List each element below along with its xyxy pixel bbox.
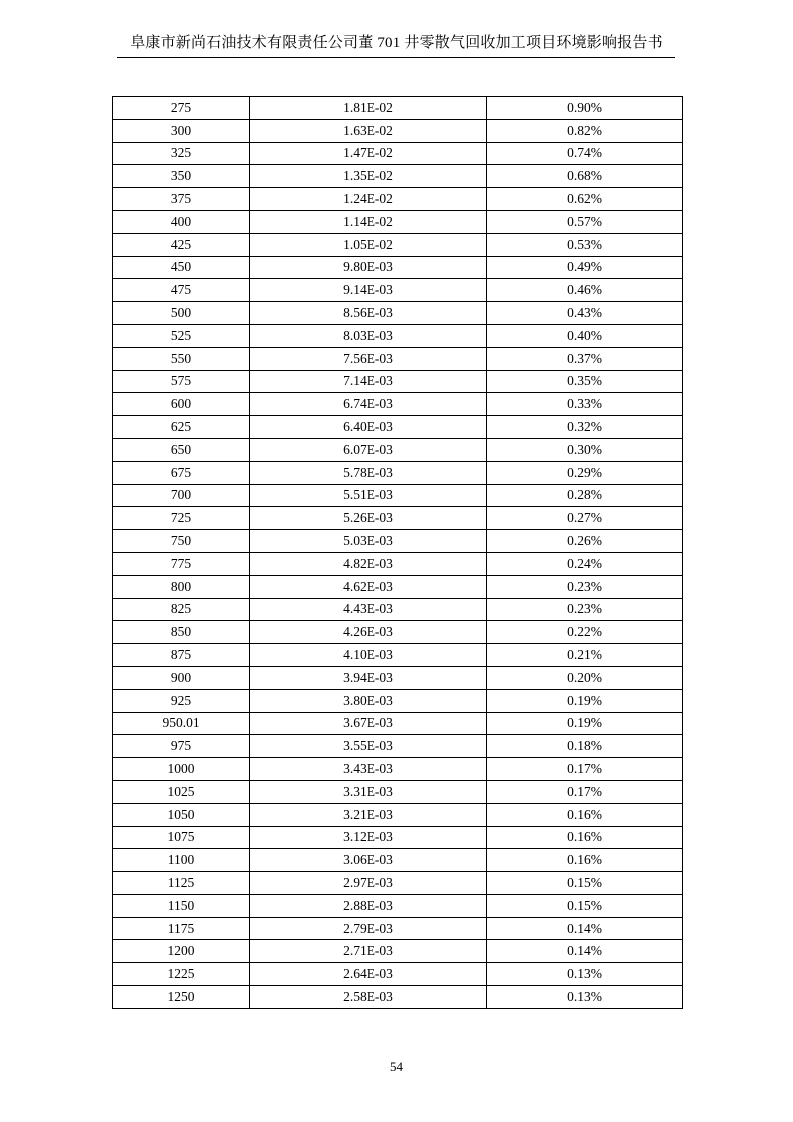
table-row (113, 188, 683, 211)
distance-cell: 825 (113, 598, 250, 621)
table-row (113, 666, 683, 689)
concentration-cell: 2.88E-03 (250, 894, 487, 917)
concentration-cell: 2.71E-03 (250, 940, 487, 963)
table-row (113, 575, 683, 598)
percentage-cell: 0.18% (487, 735, 683, 758)
distance-cell: 600 (113, 393, 250, 416)
data-table (112, 96, 683, 1009)
concentration-cell: 1.47E-02 (250, 142, 487, 165)
distance-cell: 1050 (113, 803, 250, 826)
concentration-cell: 5.03E-03 (250, 530, 487, 553)
distance-cell: 675 (113, 461, 250, 484)
percentage-cell: 0.37% (487, 347, 683, 370)
table-row (113, 507, 683, 530)
concentration-cell: 4.43E-03 (250, 598, 487, 621)
concentration-cell: 9.14E-03 (250, 279, 487, 302)
table-row (113, 165, 683, 188)
concentration-cell: 5.26E-03 (250, 507, 487, 530)
table-row (113, 484, 683, 507)
distance-cell: 875 (113, 644, 250, 667)
percentage-cell: 0.15% (487, 894, 683, 917)
percentage-cell: 0.17% (487, 758, 683, 781)
concentration-cell: 2.58E-03 (250, 986, 487, 1009)
concentration-cell: 2.64E-03 (250, 963, 487, 986)
table-row (113, 530, 683, 553)
percentage-cell: 0.82% (487, 119, 683, 142)
distance-cell: 375 (113, 188, 250, 211)
distance-cell: 575 (113, 370, 250, 393)
concentration-cell: 3.80E-03 (250, 689, 487, 712)
table-row (113, 461, 683, 484)
table-row (113, 644, 683, 667)
percentage-cell: 0.19% (487, 689, 683, 712)
table-row (113, 416, 683, 439)
table-row (113, 552, 683, 575)
table-row (113, 758, 683, 781)
percentage-cell: 0.68% (487, 165, 683, 188)
distance-cell: 725 (113, 507, 250, 530)
concentration-cell: 8.03E-03 (250, 324, 487, 347)
percentage-cell: 0.90% (487, 97, 683, 120)
distance-cell: 650 (113, 438, 250, 461)
concentration-cell: 9.80E-03 (250, 256, 487, 279)
concentration-cell: 3.94E-03 (250, 666, 487, 689)
table-row (113, 849, 683, 872)
concentration-cell: 7.14E-03 (250, 370, 487, 393)
concentration-cell: 4.62E-03 (250, 575, 487, 598)
page-number: 54 (390, 1059, 403, 1074)
concentration-cell: 8.56E-03 (250, 302, 487, 325)
concentration-cell: 1.05E-02 (250, 233, 487, 256)
distance-cell: 975 (113, 735, 250, 758)
concentration-cell: 3.21E-03 (250, 803, 487, 826)
distance-cell: 325 (113, 142, 250, 165)
percentage-cell: 0.19% (487, 712, 683, 735)
percentage-cell: 0.16% (487, 826, 683, 849)
distance-cell: 800 (113, 575, 250, 598)
table-row (113, 917, 683, 940)
percentage-cell: 0.22% (487, 621, 683, 644)
distance-cell: 625 (113, 416, 250, 439)
table-row (113, 142, 683, 165)
concentration-cell: 2.97E-03 (250, 872, 487, 895)
percentage-cell: 0.21% (487, 644, 683, 667)
table-row (113, 279, 683, 302)
table-row (113, 210, 683, 233)
percentage-cell: 0.46% (487, 279, 683, 302)
concentration-cell: 3.55E-03 (250, 735, 487, 758)
table-row (113, 97, 683, 120)
distance-cell: 1075 (113, 826, 250, 849)
concentration-cell: 4.10E-03 (250, 644, 487, 667)
distance-cell: 275 (113, 97, 250, 120)
concentration-cell: 3.43E-03 (250, 758, 487, 781)
distance-cell: 1200 (113, 940, 250, 963)
table-row (113, 370, 683, 393)
percentage-cell: 0.14% (487, 940, 683, 963)
distance-cell: 1225 (113, 963, 250, 986)
distance-cell: 1100 (113, 849, 250, 872)
percentage-cell: 0.15% (487, 872, 683, 895)
percentage-cell: 0.30% (487, 438, 683, 461)
concentration-cell: 1.14E-02 (250, 210, 487, 233)
percentage-cell: 0.35% (487, 370, 683, 393)
distance-cell: 400 (113, 210, 250, 233)
percentage-cell: 0.43% (487, 302, 683, 325)
table-row (113, 302, 683, 325)
percentage-cell: 0.29% (487, 461, 683, 484)
table-row (113, 324, 683, 347)
concentration-cell: 2.79E-03 (250, 917, 487, 940)
distance-cell: 450 (113, 256, 250, 279)
concentration-cell: 6.07E-03 (250, 438, 487, 461)
table-row (113, 803, 683, 826)
table-row (113, 780, 683, 803)
concentration-cell: 5.78E-03 (250, 461, 487, 484)
table-row (113, 438, 683, 461)
concentration-cell: 3.06E-03 (250, 849, 487, 872)
distance-cell: 525 (113, 324, 250, 347)
distance-cell: 775 (113, 552, 250, 575)
distance-cell: 1025 (113, 780, 250, 803)
concentration-cell: 3.67E-03 (250, 712, 487, 735)
table-row (113, 621, 683, 644)
table-row (113, 119, 683, 142)
percentage-cell: 0.53% (487, 233, 683, 256)
table-row (113, 894, 683, 917)
table-body (113, 97, 683, 1009)
concentration-cell: 6.74E-03 (250, 393, 487, 416)
distance-cell: 300 (113, 119, 250, 142)
concentration-cell: 6.40E-03 (250, 416, 487, 439)
table-row (113, 598, 683, 621)
distance-cell: 1250 (113, 986, 250, 1009)
table-row (113, 826, 683, 849)
concentration-cell: 7.56E-03 (250, 347, 487, 370)
distance-cell: 500 (113, 302, 250, 325)
percentage-cell: 0.23% (487, 598, 683, 621)
percentage-cell: 0.16% (487, 803, 683, 826)
table-row (113, 963, 683, 986)
table-row (113, 735, 683, 758)
percentage-cell: 0.13% (487, 963, 683, 986)
distance-cell: 850 (113, 621, 250, 644)
distance-cell: 950.01 (113, 712, 250, 735)
distance-cell: 425 (113, 233, 250, 256)
percentage-cell: 0.57% (487, 210, 683, 233)
concentration-cell: 1.35E-02 (250, 165, 487, 188)
table-row (113, 347, 683, 370)
concentration-cell: 4.26E-03 (250, 621, 487, 644)
distance-cell: 550 (113, 347, 250, 370)
concentration-cell: 1.24E-02 (250, 188, 487, 211)
percentage-cell: 0.17% (487, 780, 683, 803)
percentage-cell: 0.40% (487, 324, 683, 347)
concentration-cell: 3.31E-03 (250, 780, 487, 803)
distance-cell: 350 (113, 165, 250, 188)
percentage-cell: 0.26% (487, 530, 683, 553)
table-row (113, 393, 683, 416)
header-divider (117, 57, 675, 58)
table-row (113, 233, 683, 256)
percentage-cell: 0.24% (487, 552, 683, 575)
table-row (113, 986, 683, 1009)
table-row (113, 256, 683, 279)
distance-cell: 925 (113, 689, 250, 712)
distance-cell: 1175 (113, 917, 250, 940)
concentration-cell: 4.82E-03 (250, 552, 487, 575)
percentage-cell: 0.16% (487, 849, 683, 872)
distance-cell: 1000 (113, 758, 250, 781)
percentage-cell: 0.33% (487, 393, 683, 416)
concentration-cell: 5.51E-03 (250, 484, 487, 507)
percentage-cell: 0.28% (487, 484, 683, 507)
percentage-cell: 0.13% (487, 986, 683, 1009)
distance-cell: 1125 (113, 872, 250, 895)
percentage-cell: 0.20% (487, 666, 683, 689)
percentage-cell: 0.32% (487, 416, 683, 439)
distance-cell: 900 (113, 666, 250, 689)
distance-cell: 1150 (113, 894, 250, 917)
percentage-cell: 0.27% (487, 507, 683, 530)
page-header-title: 阜康市新尚石油技术有限责任公司董 701 井零散气回收加工项目环境影响报告书 (130, 35, 663, 51)
distance-cell: 475 (113, 279, 250, 302)
percentage-cell: 0.74% (487, 142, 683, 165)
percentage-cell: 0.14% (487, 917, 683, 940)
table-row (113, 940, 683, 963)
distance-cell: 750 (113, 530, 250, 553)
table-row (113, 689, 683, 712)
table-row (113, 712, 683, 735)
percentage-cell: 0.62% (487, 188, 683, 211)
concentration-cell: 1.81E-02 (250, 97, 487, 120)
percentage-cell: 0.23% (487, 575, 683, 598)
distance-cell: 700 (113, 484, 250, 507)
concentration-cell: 1.63E-02 (250, 119, 487, 142)
concentration-cell: 3.12E-03 (250, 826, 487, 849)
table-row (113, 872, 683, 895)
percentage-cell: 0.49% (487, 256, 683, 279)
